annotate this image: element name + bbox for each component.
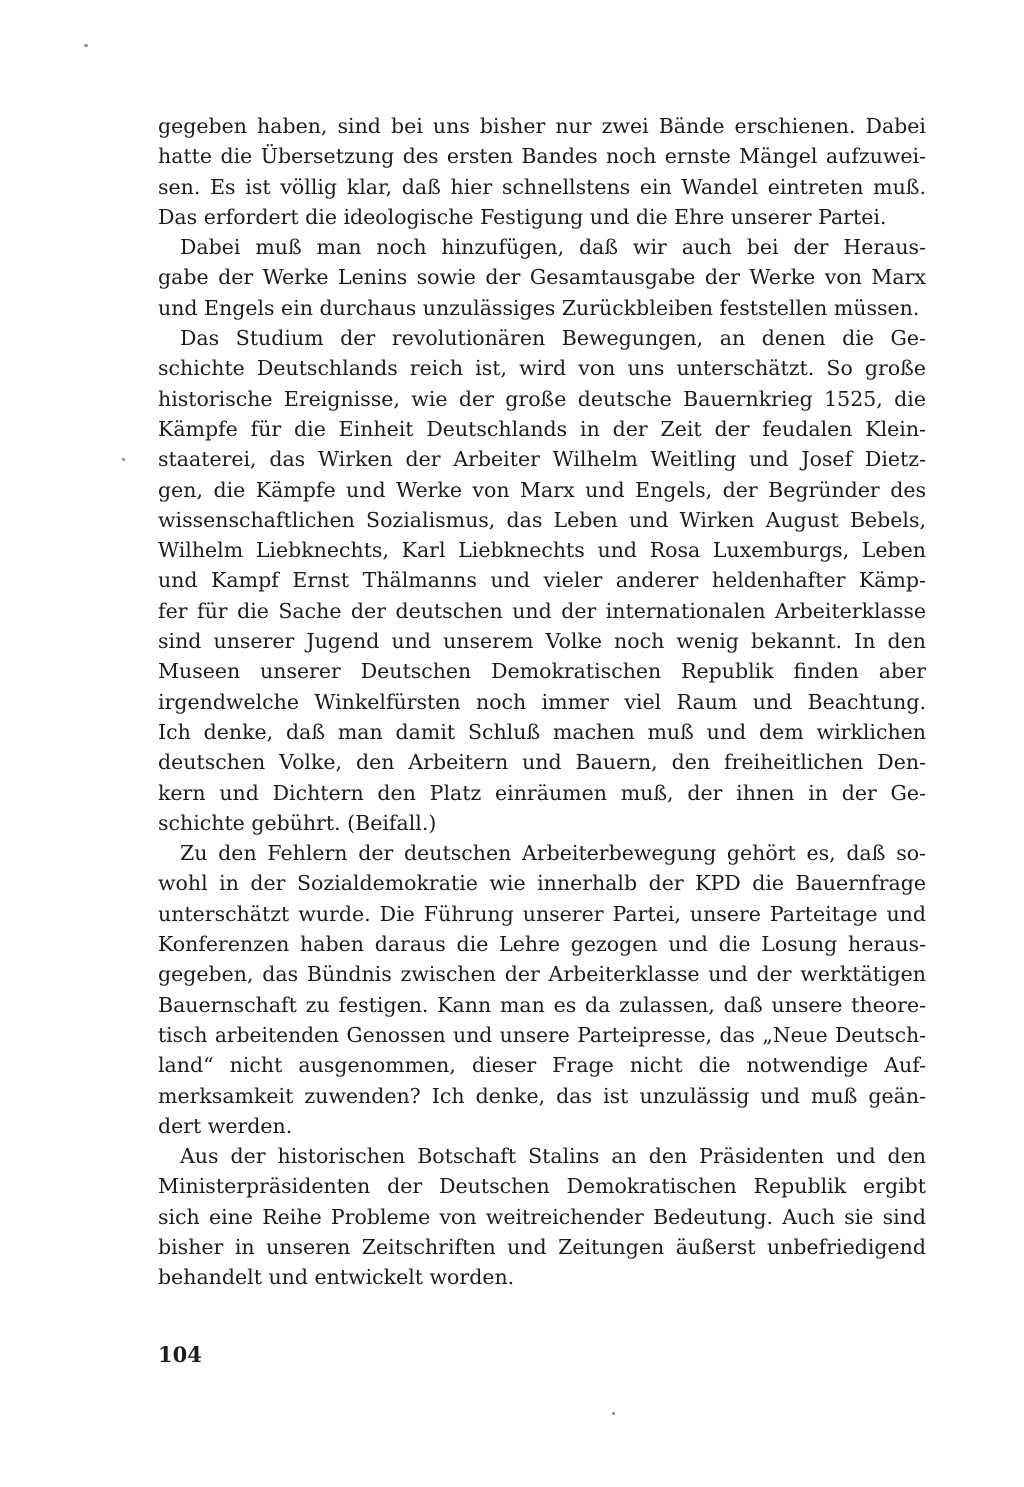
- text-line: gegeben haben, sind bei uns bisher nur zwei Bände erschienen. Dabei: [158, 114, 926, 138]
- text-line: Kämpfe für die Einheit Deutschlands in der Zeit der feudalen Klein-: [158, 416, 926, 441]
- text-line: gabe der Werke Lenins sowie der Gesamtausgabe der Werke von Marx: [158, 265, 926, 290]
- text-line: unterschätzt wurde. Die Führung unserer Partei, unsere Parteitage und: [158, 901, 926, 926]
- text-line: kern und Dichtern den Platz einräumen muß, der ihnen in der Ge-: [158, 780, 926, 805]
- text-line: schichte gebührt. (Beifall.): [158, 810, 437, 835]
- text-line: historische Ereignisse, wie der große deutsche Bauernkrieg 1525, die: [158, 386, 926, 411]
- text-line: und Kampf Ernst Thälmanns und vieler anderer heldenhafter Kämp-: [158, 568, 926, 593]
- text-line: Bauernschaft zu festigen. Kann man es da zulassen, daß unsere theore-: [158, 992, 926, 1017]
- scan-speck: [612, 1412, 615, 1415]
- text-line: Zu den Fehlern der deutschen Arbeiterbewegung gehört es, daß so-: [180, 841, 926, 866]
- body-text: [158, 111, 926, 1293]
- text-line: sich eine Reihe Probleme von weitreichender Bedeutung. Auch sie sind: [158, 1204, 926, 1229]
- text-line: irgendwelche Winkelfürsten noch immer viel Raum und Beachtung.: [158, 689, 926, 714]
- text-line: Aus der historischen Botschaft Stalins an den Präsidenten und den: [180, 1144, 926, 1169]
- scan-speck: [122, 458, 125, 461]
- text-line: bisher in unseren Zeitschriften und Zeitungen äußerst unbefriedigend: [158, 1234, 926, 1259]
- text-line: Konferenzen haben daraus die Lehre gezogen und die Losung heraus-: [158, 932, 926, 957]
- text-line: Ministerpräsidenten der Deutschen Demokratischen Republik ergibt: [158, 1174, 926, 1199]
- text-line: Museen unserer Deutschen Demokratischen Republik finden aber: [158, 659, 926, 684]
- paragraph: [158, 1141, 926, 1292]
- text-line: merksamkeit zuwenden? Ich denke, das ist unzulässig und muß geän-: [158, 1083, 926, 1108]
- text-line: Dabei muß man noch hinzufügen, daß wir auch bei der Heraus-: [180, 235, 926, 260]
- text-line: land“ nicht ausgenommen, dieser Frage nicht die notwendige Auf-: [158, 1053, 926, 1078]
- page-number: 104: [158, 1342, 202, 1367]
- paragraph: [158, 111, 926, 232]
- paragraph: [158, 838, 926, 1141]
- paragraph: [158, 232, 926, 323]
- text-line: Das Studium der revolutionären Bewegungen, an denen die Ge-: [180, 326, 926, 351]
- text-line: Ich denke, daß man damit Schluß machen muß und dem wirklichen: [158, 719, 926, 744]
- text-line: staaterei, das Wirken der Arbeiter Wilhelm Weitling und Josef Dietz-: [158, 447, 926, 472]
- text-line: gegeben, das Bündnis zwischen der Arbeiterklasse und der werktätigen: [158, 962, 926, 987]
- text-line: Wilhelm Liebknechts, Karl Liebknechts und Rosa Luxemburgs, Leben: [158, 538, 926, 563]
- text-line: schichte Deutschlands reich ist, wird von uns unterschätzt. So große: [158, 356, 926, 381]
- text-line: fer für die Sache der deutschen und der internationalen Arbeiterklasse: [158, 598, 926, 623]
- text-line: sen. Es ist völlig klar, daß hier schnellstens ein Wandel eintreten muß.: [158, 174, 926, 199]
- text-line: wissenschaftlichen Sozialismus, das Leben und Wirken August Bebels,: [158, 507, 926, 532]
- text-line: Das erfordert die ideologische Festigung und die Ehre unserer Partei.: [158, 204, 887, 229]
- text-line: sind unserer Jugend und unserem Volke noch wenig bekannt. In den: [158, 629, 926, 654]
- text-line: behandelt und entwickelt worden.: [158, 1265, 515, 1290]
- text-line: dert werden.: [158, 1113, 293, 1138]
- text-line: gen, die Kämpfe und Werke von Marx und Engels, der Begründer des: [158, 477, 926, 502]
- text-line: wohl in der Sozialdemokratie wie innerhalb der KPD die Bauernfrage: [158, 871, 926, 896]
- text-line: und Engels ein durchaus unzulässiges Zurückbleiben feststellen müssen.: [158, 295, 920, 320]
- text-line: deutschen Volke, den Arbeitern und Bauern, den freiheitlichen Den-: [158, 750, 926, 775]
- paragraph: [158, 323, 926, 838]
- text-line: hatte die Übersetzung des ersten Bandes noch ernste Mängel aufzuwei-: [158, 144, 926, 169]
- text-line: tisch arbeitenden Genossen und unsere Parteipresse, das „Neue Deutsch-: [158, 1022, 926, 1047]
- scan-speck: [84, 44, 88, 47]
